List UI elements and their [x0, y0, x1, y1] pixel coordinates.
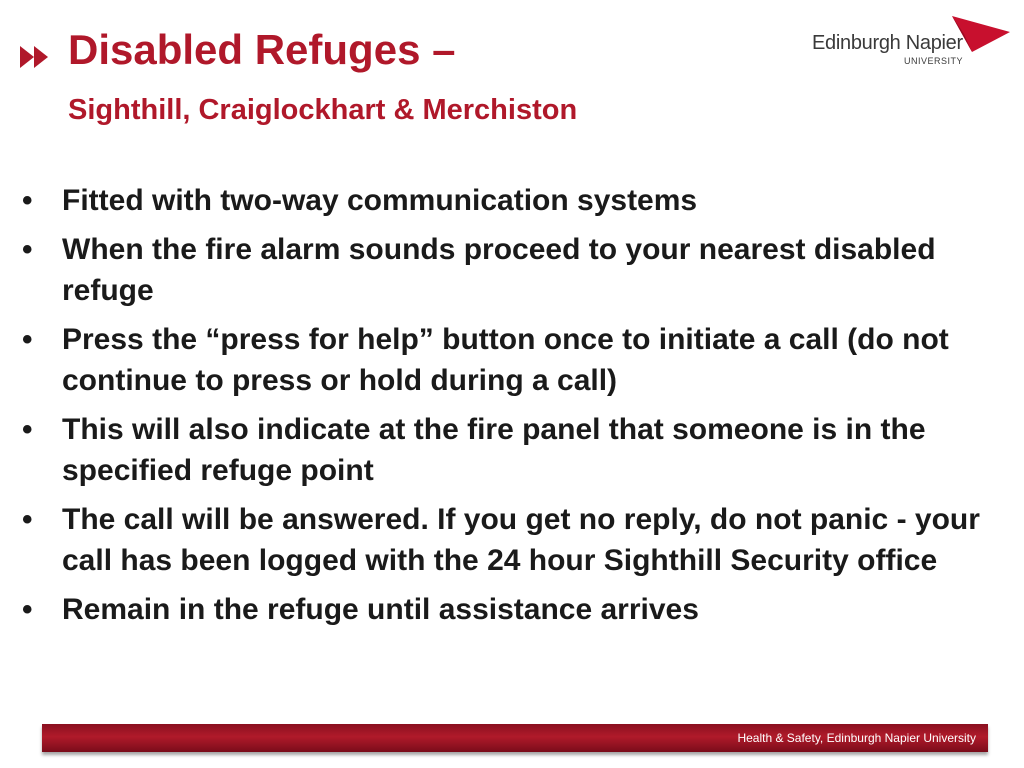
bullet-item	[20, 180, 1010, 221]
logo-tagline: UNIVERSITY	[904, 56, 964, 66]
bullet-marker: •	[22, 413, 33, 446]
footer-bar	[42, 724, 988, 752]
bullet-item	[20, 319, 1010, 401]
bullet-marker: •	[22, 503, 33, 536]
bullet-item	[20, 409, 1010, 491]
slide-subtitle: Sighthill, Craiglockhart & Merchiston	[68, 94, 578, 126]
double-arrow-right-icon	[18, 44, 52, 70]
logo-name: Edinburgh Napier	[812, 32, 963, 54]
bullet-item	[20, 589, 1010, 630]
bullet-text: Press the “press for help” button once to initiate a call (do not continue to press or hold during a call)	[62, 323, 949, 397]
bullet-marker: •	[22, 593, 33, 626]
bullet-item	[20, 229, 1010, 311]
bullet-marker: •	[22, 233, 33, 266]
bullet-list	[20, 180, 1010, 638]
bullet-text: Remain in the refuge until assistance arrives	[62, 593, 699, 626]
bullet-text: This will also indicate at the fire panel that someone is in the specified refuge point	[62, 413, 926, 487]
red-triangle-logo-icon	[950, 14, 1012, 54]
bullet-item	[20, 499, 1010, 581]
bullet-marker: •	[22, 323, 33, 356]
slide-title: Disabled Refuges –	[68, 26, 456, 73]
bullet-marker: •	[22, 184, 33, 217]
university-logo	[812, 14, 1012, 70]
bullet-text: When the fire alarm sounds proceed to your nearest disabled refuge	[62, 233, 936, 307]
footer-text: Health & Safety, Edinburgh Napier University	[737, 731, 976, 745]
bullet-text: Fitted with two-way communication systems	[62, 184, 698, 217]
bullet-text: The call will be answered. If you get no reply, do not panic - your call has been logged with the 24 hour Sighthill Security office	[62, 503, 980, 577]
